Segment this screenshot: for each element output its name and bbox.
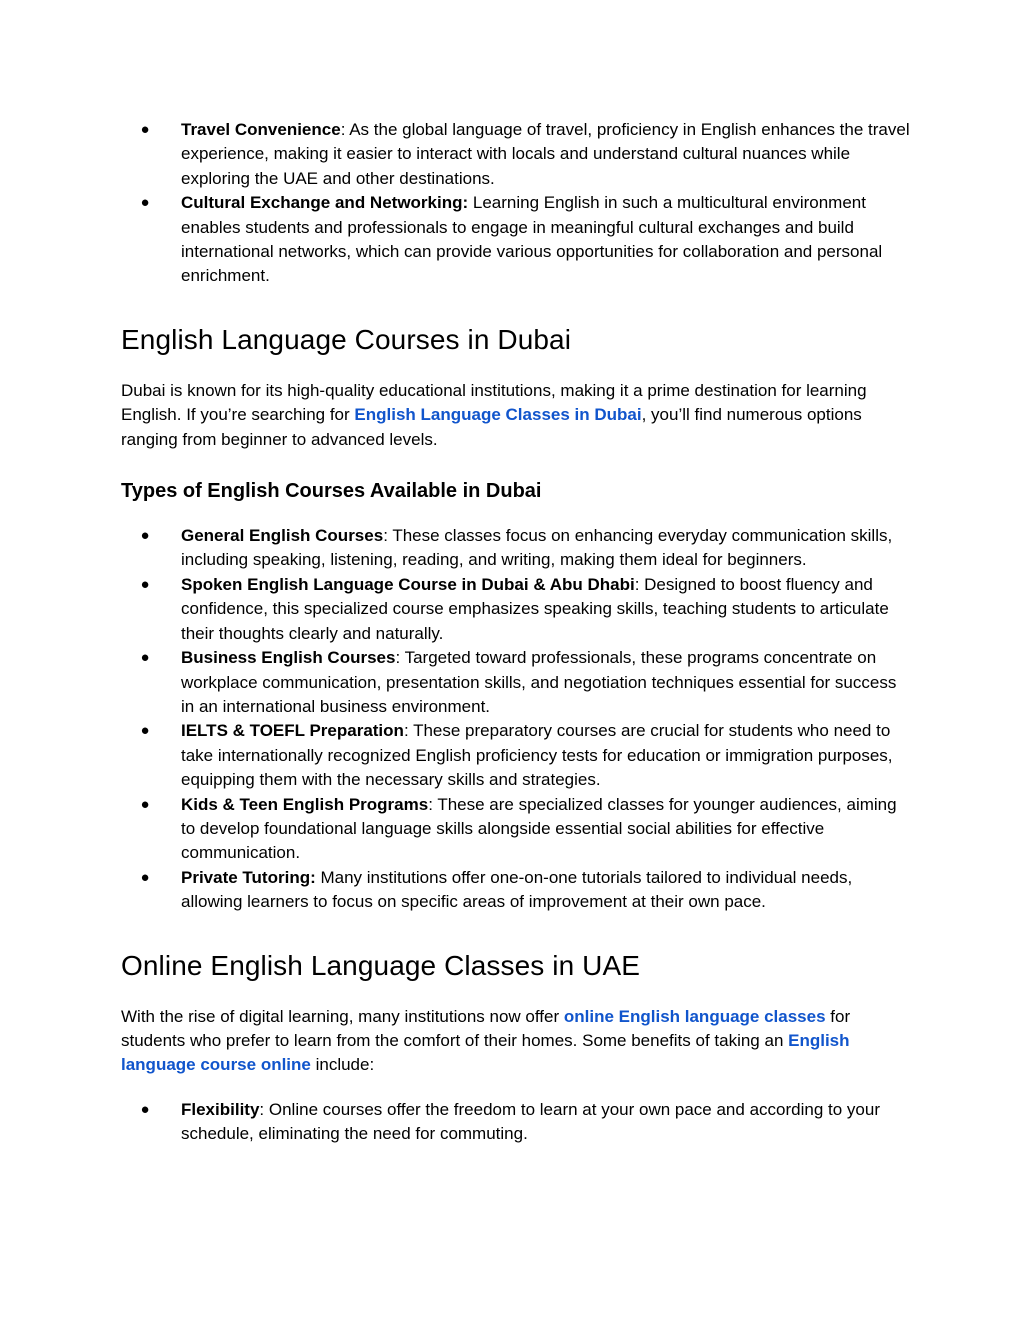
online-english-classes-link[interactable]: online English language classes xyxy=(563,1006,826,1026)
list-item xyxy=(121,573,911,646)
english-course-online-link[interactable]: English language course online xyxy=(121,1030,850,1075)
bullet-separator: : xyxy=(259,1099,265,1119)
document-page xyxy=(121,118,911,1147)
list-item xyxy=(121,866,911,915)
course-types-list xyxy=(121,524,911,915)
paragraph-text: Dubai is known for its high-quality educational institutions, making it a prime destination for learning English. If you’re searching for xyxy=(121,380,867,425)
bullet-icon: ● xyxy=(140,868,150,886)
list-item xyxy=(121,793,911,866)
bullet-icon: ● xyxy=(140,527,150,545)
list-item xyxy=(121,191,911,289)
bullet-separator: : xyxy=(395,648,401,668)
paragraph-text: include: xyxy=(310,1055,375,1075)
bullet-term: IELTS & TOEFL Preparation xyxy=(181,721,404,741)
bullet-text: Online courses offer the freedom to learn at your own pace and according to your schedule, eliminating the need for commuting. xyxy=(181,1099,880,1144)
bullet-term: Flexibility xyxy=(181,1099,260,1119)
bullet-icon: ● xyxy=(140,722,150,740)
subheading-course-types: Types of English Courses Available in Dubai xyxy=(121,480,542,503)
bullet-separator: : xyxy=(383,526,388,546)
bullet-text: Many institutions offer one-on-one tutorials tailored to individual needs, allowing learners to focus on specific areas of improvement at their own pace. xyxy=(181,867,853,912)
english-classes-dubai-link[interactable]: English Language Classes in Dubai xyxy=(354,405,642,425)
bullet-icon: ● xyxy=(140,194,150,212)
list-item xyxy=(121,1098,911,1147)
bullet-term: Spoken English Language Course in Dubai & Abu Dhabi xyxy=(181,574,635,594)
bullet-term: General English Courses xyxy=(181,526,384,546)
paragraph-text: , you’ll find numerous options ranging from beginner to advanced levels. xyxy=(121,405,862,449)
bullet-text: These preparatory courses are crucial for students who need to take internationally recognized English proficiency tests for education or immigration purposes, equipping them with the necessary skills and strategies. xyxy=(181,721,893,790)
bullet-text: Targeted toward professionals, these programs concentrate on workplace communication, presentation skills, and negotiation techniques essential for success in an international business environment. xyxy=(181,648,897,716)
bullet-separator: : xyxy=(403,721,409,741)
bullet-text: Learning English in such a multicultural environment enables students and professionals to engage in meaningful cultural exchanges and build international networks, which can provide various opportunities for collaboration and personal enrichment. xyxy=(181,193,883,286)
list-item xyxy=(121,118,911,191)
bullet-term: Business English Courses xyxy=(181,648,396,668)
bullet-icon: ● xyxy=(140,575,150,593)
paragraph-text: for students who prefer to learn from the comfort of their homes. Some benefits of taking an xyxy=(121,1006,851,1050)
paragraph-text: With the rise of digital learning, many institutions now offer xyxy=(121,1006,564,1026)
list-item xyxy=(121,524,911,573)
bullet-icon: ● xyxy=(140,1100,150,1118)
bullet-term: Cultural Exchange and Networking: xyxy=(181,193,469,213)
bullet-icon: ● xyxy=(140,649,150,667)
intro-bullet-list xyxy=(121,118,911,289)
bullet-text: These classes focus on enhancing everyday communication skills, including speaking, listening, reading, and writing, making them ideal for beginners. xyxy=(181,526,893,570)
online-benefits-list xyxy=(121,1098,911,1147)
section-heading-online-classes: Online English Language Classes in UAE xyxy=(121,949,640,981)
courses-dubai-paragraph xyxy=(121,379,911,452)
bullet-icon: ● xyxy=(140,795,150,813)
bullet-icon: ● xyxy=(140,121,150,138)
bullet-text: As the global language of travel, proficiency in English enhances the travel experience, making it easier to interact with locals and understand cultural nuances while exploring the UAE and other destinations. xyxy=(181,120,910,188)
list-item xyxy=(121,719,911,792)
bullet-separator: : xyxy=(634,574,640,594)
section-heading-courses-dubai: English Language Courses in Dubai xyxy=(121,323,572,355)
online-classes-paragraph xyxy=(121,1005,911,1078)
bullet-text: These are specialized classes for younger audiences, aiming to develop foundational language skills alongside essential social abilities for effective communication. xyxy=(181,794,897,863)
bullet-term: Kids & Teen English Programs xyxy=(181,794,429,814)
list-item xyxy=(121,646,911,719)
bullet-separator: : xyxy=(340,120,346,139)
bullet-text: Designed to boost fluency and confidence, this specialized course emphasizes speaking skills, teaching students to articulate their thoughts clearly and naturally. xyxy=(181,574,889,643)
bullet-term: Private Tutoring: xyxy=(181,867,316,887)
bullet-term: Travel Convenience xyxy=(181,120,341,139)
bullet-separator: : xyxy=(428,794,433,814)
